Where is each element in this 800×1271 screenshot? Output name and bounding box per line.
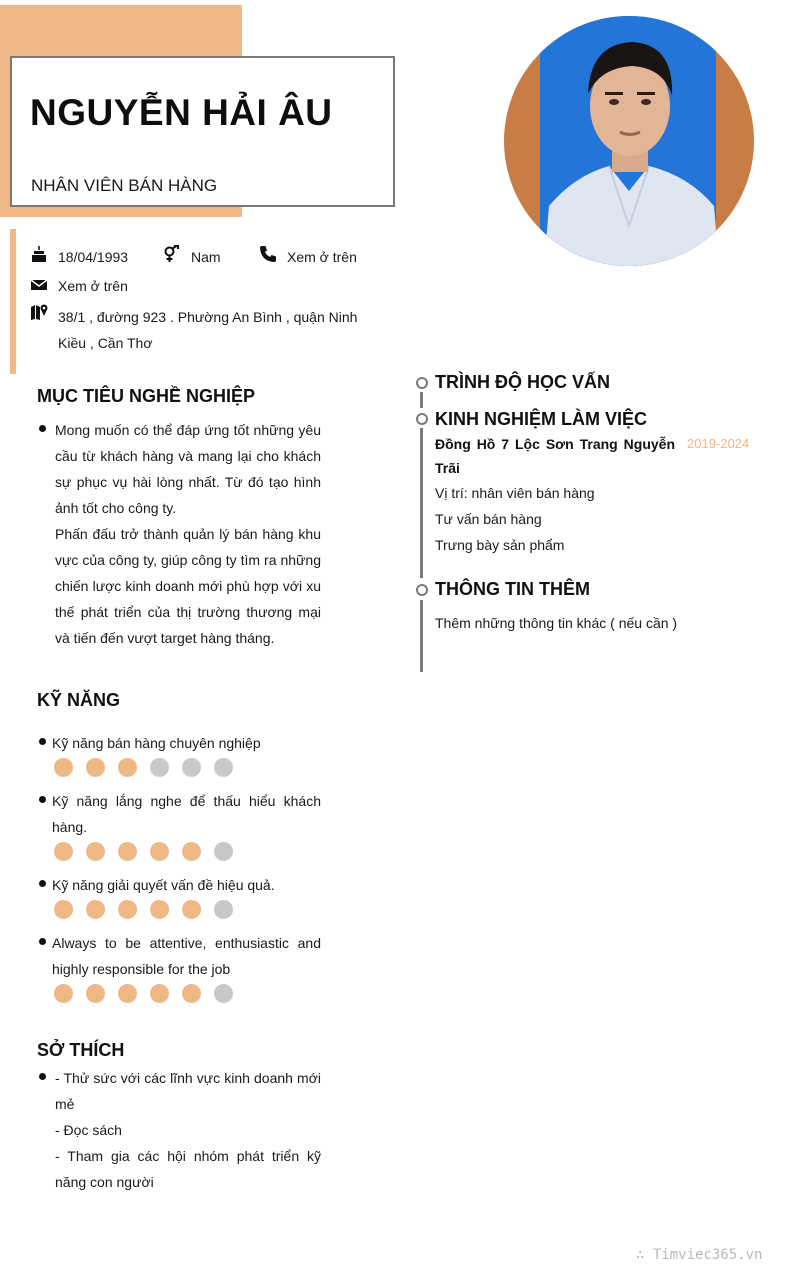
address-text: 38/1 , đường 923 . Phường An Bình , quận Ninh Kiều , Cần Thơ xyxy=(58,309,358,351)
watermark-logo: ∴ Timviec365.vn xyxy=(636,1247,763,1263)
extra-info-text: Thêm những thông tin khác ( nếu cần ) xyxy=(435,615,678,631)
skill-dot-filled xyxy=(150,984,169,1003)
skill-dot-filled xyxy=(150,900,169,919)
phone-icon xyxy=(259,245,277,263)
timeline-line xyxy=(420,392,423,408)
skill-dot-filled xyxy=(182,842,201,861)
timeline-node xyxy=(416,377,428,389)
objective-line-1: Mong muốn có thể đáp ứng tốt những yêu cầu từ khách hàng và mang lại cho khách sự phục vụ hài lòng nhất. Từ đó tạo hình ảnh tốt cho công ty. xyxy=(55,422,321,516)
avatar-photo xyxy=(504,16,754,266)
bullet-dot xyxy=(39,425,46,432)
skill-dot-filled xyxy=(54,758,73,777)
objective-paragraph xyxy=(55,417,321,651)
bullet-dot xyxy=(39,938,46,945)
hobby-line: - Tham gia các hội nhóm phát triển kỹ năng con người xyxy=(55,1148,321,1190)
hobbies-paragraph xyxy=(55,1065,321,1195)
bullet-dot xyxy=(39,796,46,803)
skill-dot-empty xyxy=(182,758,201,777)
phone-text: Xem ở trên xyxy=(287,249,357,265)
candidate-name: NGUYỄN HẢI ÂU xyxy=(30,92,333,133)
experience-years: 2019-2024 xyxy=(687,436,750,451)
objective-line-2: Phấn đấu trở thành quản lý bán hàng khu vực của công ty, giúp công ty tìm ra những chiến lược kinh doanh mới phù hợp với xu thế phát triển của thị trường thương mại và tiến đến vượt target hàng tháng. xyxy=(55,526,321,646)
experience-line: Trưng bày sản phẩm xyxy=(435,537,565,553)
skill-dot-filled xyxy=(86,758,105,777)
job-title: NHÂN VIÊN BÁN HÀNG xyxy=(31,176,218,195)
skill-dot-filled xyxy=(118,758,137,777)
timeline-node xyxy=(416,413,428,425)
hobby-line: - Đọc sách xyxy=(55,1122,122,1138)
skill-dot-filled xyxy=(118,900,137,919)
objective-heading: MỤC TIÊU NGHỀ NGHIỆP xyxy=(37,386,256,406)
hobbies-heading: SỞ THÍCH xyxy=(37,1040,125,1060)
bullet-dot xyxy=(39,880,46,887)
extra-info-heading: THÔNG TIN THÊM xyxy=(435,579,590,599)
skill-dot-filled xyxy=(182,900,201,919)
skill-dot-filled xyxy=(86,984,105,1003)
skill-dot-empty xyxy=(214,842,233,861)
experience-company: Đồng Hồ 7 Lộc Sơn Trang Nguyễn Trãi xyxy=(435,436,675,476)
skills-heading: KỸ NĂNG xyxy=(37,690,121,710)
skill-dot-filled xyxy=(118,842,137,861)
skill-dot-filled xyxy=(54,984,73,1003)
skill-label: Kỹ năng giải quyết vấn đề hiệu quả. xyxy=(52,877,275,893)
skill-dot-filled xyxy=(118,984,137,1003)
skill-label: Kỹ năng lắng nghe để thấu hiểu khách hàng. xyxy=(52,793,321,835)
skill-dot-filled xyxy=(182,984,201,1003)
timeline-line xyxy=(420,600,423,672)
skill-label: Kỹ năng bán hàng chuyên nghiệp xyxy=(52,735,261,751)
experience-heading: KINH NGHIỆM LÀM VIỆC xyxy=(435,409,648,429)
map-location-icon xyxy=(30,303,48,321)
skill-dot-empty xyxy=(214,900,233,919)
email-envelope-icon xyxy=(30,276,48,294)
skill-dot-filled xyxy=(54,842,73,861)
education-heading: TRÌNH ĐỘ HỌC VẤN xyxy=(435,372,610,392)
email-text: Xem ở trên xyxy=(58,278,128,294)
skill-dot-filled xyxy=(54,900,73,919)
birthday-cake-icon xyxy=(30,245,48,263)
hobby-line: - Thử sức với các lĩnh vực kinh doanh mới mẻ xyxy=(55,1070,321,1112)
experience-line: Vị trí: nhân viên bán hàng xyxy=(435,485,595,501)
timeline-line xyxy=(420,428,423,578)
skill-label: Always to be attentive, enthusiastic and highly responsible for the job xyxy=(52,935,321,977)
skill-dot-filled xyxy=(86,900,105,919)
skill-dot-filled xyxy=(150,842,169,861)
bullet-dot xyxy=(39,738,46,745)
experience-line: Tư vấn bán hàng xyxy=(435,511,542,527)
contact-accent-bar xyxy=(10,229,16,374)
skill-dot-filled xyxy=(86,842,105,861)
gender-text: Nam xyxy=(191,249,221,265)
timeline-node xyxy=(416,584,428,596)
skill-dot-empty xyxy=(214,758,233,777)
bullet-dot xyxy=(39,1073,46,1080)
skill-dot-empty xyxy=(150,758,169,777)
gender-icon xyxy=(162,245,180,263)
birthday-text: 18/04/1993 xyxy=(58,249,129,265)
skill-dot-empty xyxy=(214,984,233,1003)
